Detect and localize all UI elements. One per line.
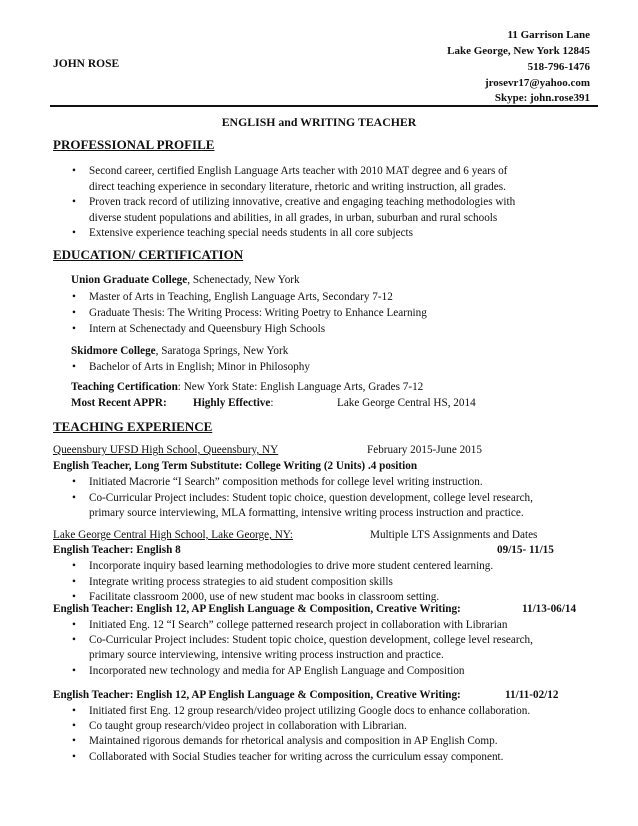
bullet-text: primary source interviewing, MLA formatting, intensive writing process instruction and practice. bbox=[89, 507, 524, 519]
bullet-glyph: • bbox=[72, 307, 76, 319]
appr-colon: : bbox=[270, 397, 274, 409]
bullet-glyph: • bbox=[72, 750, 76, 763]
bullet-glyph: • bbox=[72, 476, 76, 488]
bullet-text: direct teaching experience in secondary literature, rhetoric and writing instruction, all grades. bbox=[89, 180, 506, 193]
bullet-text: Incorporated new technology and media for AP English Language and Composition bbox=[89, 664, 465, 677]
bullet-glyph: • bbox=[72, 323, 76, 335]
bullet-glyph: • bbox=[72, 196, 76, 208]
bullet-glyph: • bbox=[72, 591, 76, 603]
job-dates-english-12-b: 11/11-02/12 bbox=[505, 689, 559, 701]
teaching-certification bbox=[71, 381, 423, 394]
bullet-glyph: • bbox=[72, 491, 76, 504]
bullet-glyph: • bbox=[72, 361, 76, 373]
employer-queensbury: Queensbury UFSD High School, Queensbury, NY bbox=[53, 444, 279, 456]
bullet-text: Extensive experience teaching special needs students in all core subjects bbox=[89, 227, 414, 239]
bullet-text: Incorporate inquiry based learning methodologies to drive more student centered learning. bbox=[89, 560, 494, 572]
email-address: jrosevr17@yahoo.com bbox=[484, 77, 590, 89]
appr-rating-value: Highly Effective bbox=[193, 397, 271, 409]
bullet-text: Initiated Macrorie “I Search” composition methods for college level writing instruction. bbox=[89, 476, 483, 488]
objective-title: ENGLISH and WRITING TEACHER bbox=[221, 115, 417, 129]
bullet-text: diverse student populations and abilities, in all grades, in urban, suburban and rural schools bbox=[89, 211, 498, 224]
header-divider bbox=[50, 105, 598, 107]
employer-queensbury-dates: February 2015-June 2015 bbox=[367, 444, 482, 456]
job-dates-english-12-a: 11/13-06/14 bbox=[522, 603, 577, 615]
bullet-glyph: • bbox=[72, 735, 76, 748]
section-heading-education: EDUCATION/ CERTIFICATION bbox=[53, 247, 244, 262]
school-location: , Schenectady, New York bbox=[187, 274, 300, 286]
bullet-glyph: • bbox=[72, 291, 76, 303]
bullet-glyph: • bbox=[72, 165, 76, 177]
cert-value: : New York State: English Language Arts, Grades 7-12 bbox=[177, 381, 424, 393]
school-name: Skidmore College bbox=[71, 345, 156, 357]
bullet-text: Initiated Eng. 12 “I Search” college patterned research project in collaboration with Librarian bbox=[89, 619, 508, 631]
bullet-text: Co-Curricular Project includes: Student topic choice, question development, college level research, bbox=[89, 634, 533, 647]
bullet-text: Facilitate classroom 2000, use of new student mac books in classroom setting. bbox=[89, 591, 440, 603]
bullet-glyph: • bbox=[72, 664, 76, 677]
employer-lake-george-dates: Multiple LTS Assignments and Dates bbox=[370, 529, 538, 541]
bullet-text: Intern at Schenectady and Queensbury High Schools bbox=[89, 323, 326, 335]
bullet-text: Maintained rigorous demands for rhetorical analysis and composition in AP English Comp. bbox=[89, 735, 498, 748]
bullet-text: Proven track record of utilizing innovative, creative and engaging teaching methodologies with bbox=[89, 196, 516, 208]
bullet-text: Integrate writing process strategies to aid student composition skills bbox=[89, 575, 393, 588]
job-title-english-12-a: English Teacher: English 12, AP English Language & Composition, Creative Writing: bbox=[53, 603, 461, 615]
bullet-text: Second career, certified English Language Arts teacher with 2010 MAT degree and 6 years of bbox=[89, 165, 508, 177]
bullet-glyph: • bbox=[72, 634, 76, 647]
employer-lake-george: Lake George Central High School, Lake George, NY: bbox=[53, 529, 293, 541]
school-skidmore bbox=[71, 345, 288, 358]
school-union bbox=[71, 274, 300, 287]
bullet-glyph: • bbox=[72, 705, 76, 717]
bullet-text: primary source interviewing, intensive writing process instruction and practice. bbox=[89, 649, 444, 662]
address-line-2: Lake George, New York 12845 bbox=[447, 45, 590, 57]
job-dates-english-8: 09/15- 11/15 bbox=[497, 544, 554, 556]
appr-label: Most Recent APPR: bbox=[71, 397, 167, 409]
bullet-glyph: • bbox=[72, 720, 76, 733]
appr-school: Lake George Central HS, 2014 bbox=[337, 397, 476, 409]
address-line-1: 11 Garrison Lane bbox=[507, 29, 590, 41]
cert-label: Teaching Certification bbox=[71, 381, 178, 393]
bullet-text: Co taught group research/video project in collaboration with Librarian. bbox=[89, 720, 407, 733]
job-title-english-8: English Teacher: English 8 bbox=[53, 544, 181, 556]
bullet-text: Graduate Thesis: The Writing Process: Writing Poetry to Enhance Learning bbox=[89, 307, 427, 319]
section-heading-profile: PROFESSIONAL PROFILE bbox=[53, 137, 215, 152]
bullet-glyph: • bbox=[72, 227, 76, 239]
bullet-text: Master of Arts in Teaching, English Language Arts, Secondary 7-12 bbox=[89, 291, 393, 303]
candidate-name: JOHN ROSE bbox=[53, 58, 120, 70]
appr-rating bbox=[193, 397, 273, 410]
school-location: , Saratoga Springs, New York bbox=[155, 345, 289, 357]
job-title-english-12-b: English Teacher: English 12, AP English Language & Composition, Creative Writing: bbox=[53, 689, 461, 701]
phone-number: 518-796-1476 bbox=[527, 61, 590, 73]
bullet-glyph: • bbox=[72, 619, 76, 631]
bullet-text: Bachelor of Arts in English; Minor in Philosophy bbox=[89, 361, 310, 373]
bullet-text: Initiated first Eng. 12 group research/video project utilizing Google docs to enhance collaboration. bbox=[89, 705, 531, 717]
skype-handle: Skype: john.rose391 bbox=[494, 92, 590, 104]
bullet-glyph: • bbox=[72, 560, 76, 572]
bullet-glyph: • bbox=[72, 575, 76, 588]
section-heading-experience: TEACHING EXPERIENCE bbox=[53, 419, 213, 434]
bullet-text: Collaborated with Social Studies teacher for writing across the curriculum essay component. bbox=[89, 750, 504, 763]
school-name: Union Graduate College bbox=[71, 274, 188, 286]
bullet-text: Co-Curricular Project includes: Student topic choice, question development, college level research, bbox=[89, 491, 533, 504]
job-title-queensbury: English Teacher, Long Term Substitute: College Writing (2 Units) .4 position bbox=[53, 460, 418, 472]
